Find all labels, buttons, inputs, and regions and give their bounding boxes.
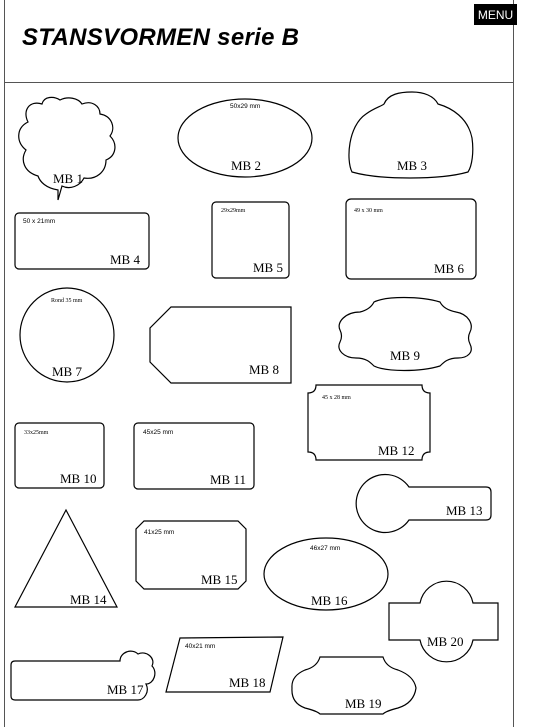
mb6-label: MB 6	[434, 261, 464, 276]
mb19-label: MB 19	[345, 696, 382, 711]
mb2-size: 50x29 mm	[230, 103, 261, 110]
mb10-label: MB 10	[60, 471, 97, 486]
shape-mb7[interactable]	[20, 288, 114, 382]
shape-mb18[interactable]	[166, 637, 283, 692]
mb5-label: MB 5	[253, 260, 283, 275]
mb16-size: 46x27 mm	[310, 545, 341, 552]
shape-mb11[interactable]	[134, 423, 254, 489]
shape-mb15[interactable]	[136, 521, 246, 589]
mb18-size: 40x21 mm	[185, 643, 216, 650]
mb11-size: 45x25 mm	[143, 429, 174, 436]
mb16-label: MB 16	[311, 593, 348, 608]
shape-mb13[interactable]	[356, 474, 491, 532]
shape-mb19[interactable]	[292, 657, 416, 714]
shape-mb1[interactable]	[19, 97, 115, 200]
shape-mb20[interactable]	[389, 581, 498, 662]
shape-mb6[interactable]	[346, 199, 476, 279]
shape-mb17[interactable]	[11, 651, 155, 700]
shape-mb4[interactable]	[15, 213, 149, 269]
mb7-label: MB 7	[52, 364, 82, 379]
shape-mb9[interactable]	[339, 298, 471, 371]
mb15-size: 41x25 mm	[144, 529, 175, 536]
shape-mb2[interactable]	[178, 99, 312, 177]
mb1-label: MB 1	[53, 171, 83, 186]
shape-mb10[interactable]	[15, 423, 104, 488]
menu-button[interactable]: MENU	[474, 4, 517, 25]
shape-mb8[interactable]	[150, 307, 291, 383]
mb17-label: MB 17	[107, 682, 144, 697]
mb6-size: 49 x 30 mm	[354, 208, 383, 214]
mb12-label: MB 12	[378, 443, 415, 458]
mb7-size: Rond 35 mm	[51, 298, 83, 304]
mb4-label: MB 4	[110, 252, 140, 267]
mb10-size: 33x25mm	[24, 430, 49, 436]
mb5-size: 29x29mm	[221, 208, 246, 214]
page-title: STANSVORMEN serie B	[22, 24, 300, 51]
shape-mb12[interactable]	[308, 385, 430, 460]
mb8-label: MB 8	[249, 362, 279, 377]
mb3-label: MB 3	[397, 158, 427, 173]
mb15-label: MB 15	[201, 572, 238, 587]
shape-mb3[interactable]	[349, 92, 473, 178]
mb4-size: 50 x 21mm	[23, 218, 56, 225]
shape-mb14[interactable]	[15, 510, 117, 607]
mb2-label: MB 2	[231, 158, 261, 173]
shape-mb5[interactable]	[212, 202, 289, 278]
mb20-label: MB 20	[427, 634, 464, 649]
mb18-label: MB 18	[229, 675, 266, 690]
mb9-label: MB 9	[390, 348, 420, 363]
shape-mb16[interactable]	[264, 538, 388, 610]
mb11-label: MB 11	[210, 472, 246, 487]
mb14-label: MB 14	[70, 592, 107, 607]
mb13-label: MB 13	[446, 503, 483, 518]
mb12-size: 45 x 28 mm	[322, 395, 351, 401]
